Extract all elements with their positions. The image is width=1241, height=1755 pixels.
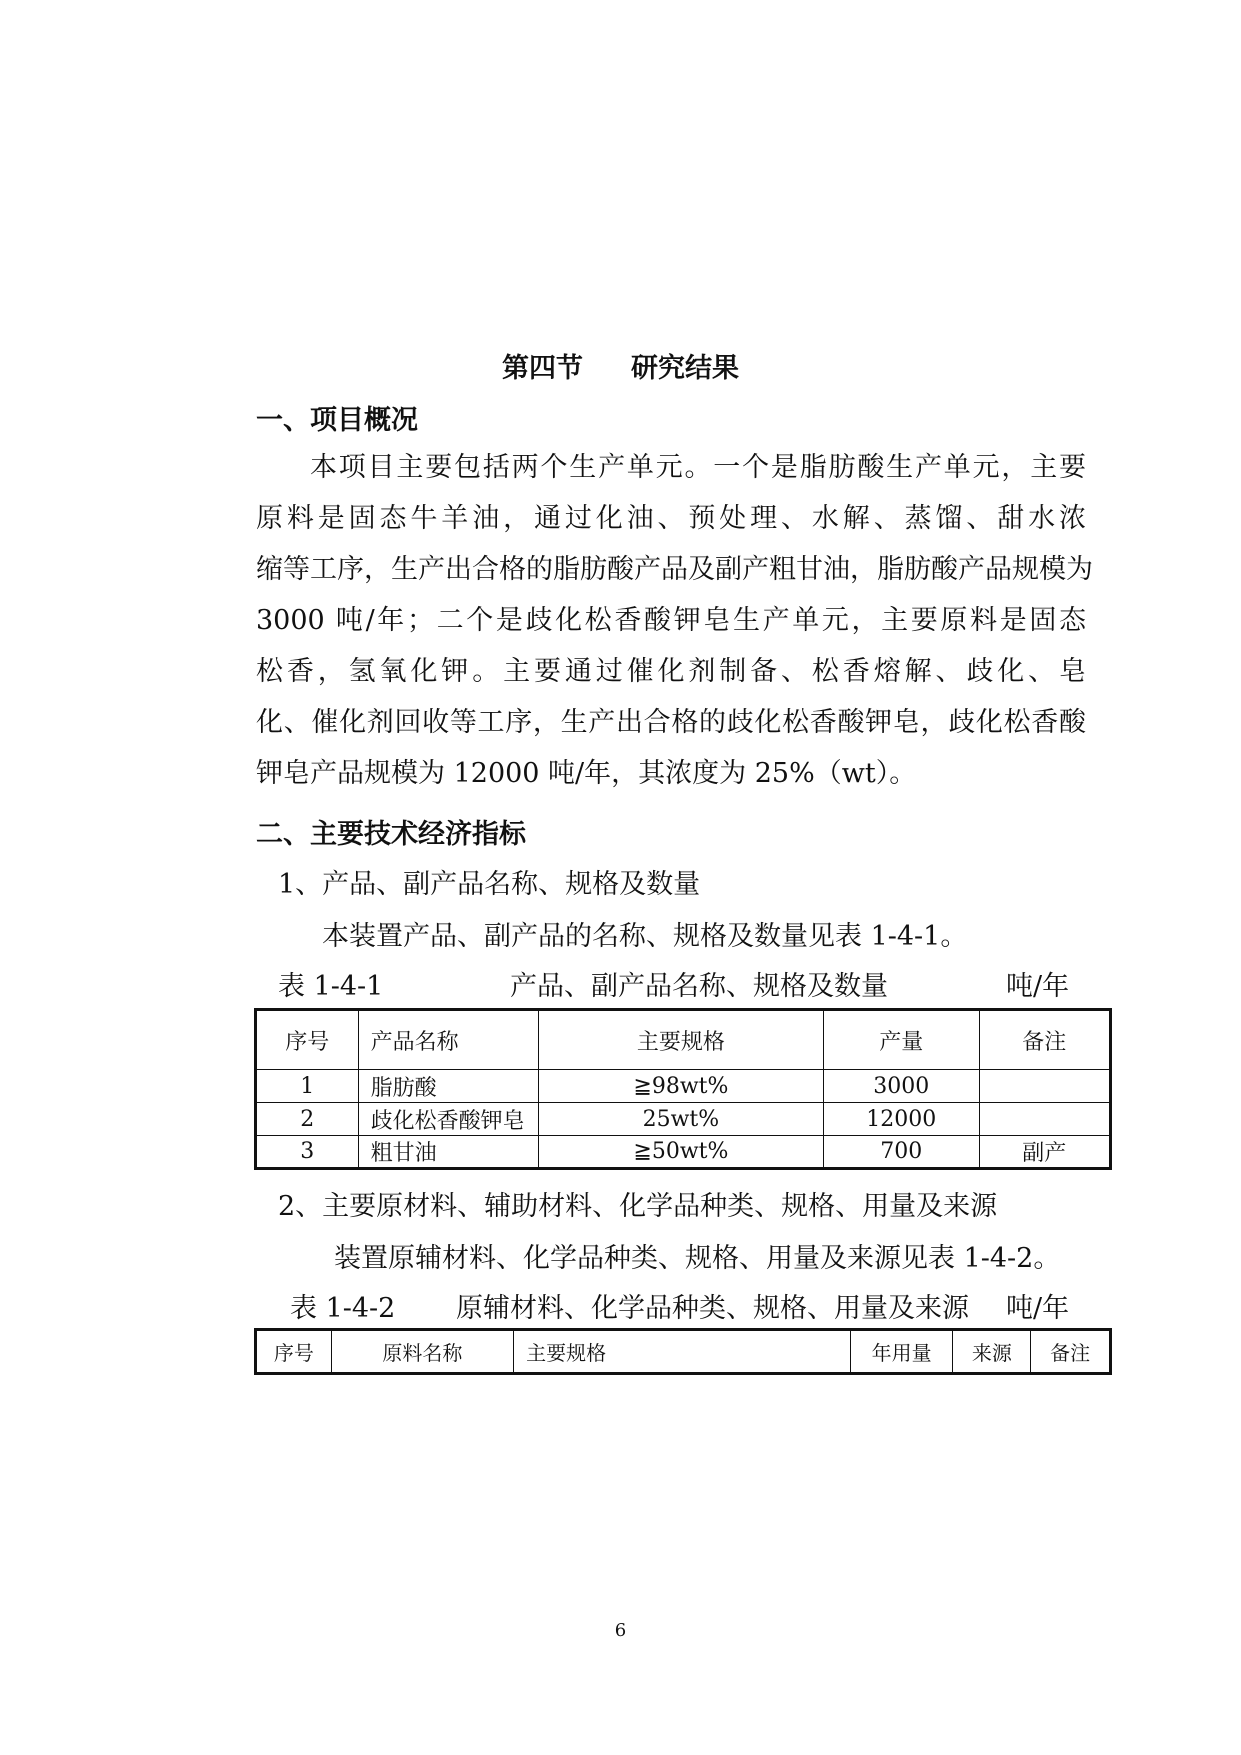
table-header-cell: 序号	[256, 1010, 359, 1070]
table-header-cell: 序号	[256, 1330, 332, 1374]
table-header-cell: 主要规格	[514, 1330, 851, 1374]
table-cell	[979, 1070, 1111, 1103]
section-title-number: 第四节	[502, 353, 583, 384]
table-header-row	[256, 1330, 1111, 1374]
table-row	[256, 1070, 1111, 1103]
products-table	[254, 1008, 1112, 1170]
intro-line: 钾皂产品规模为 12000 吨/年，其浓度为 25%（wt）。	[256, 758, 917, 789]
table1-caption-title: 产品、副产品名称、规格及数量	[510, 971, 888, 1002]
table-cell: 粗甘油	[358, 1136, 538, 1169]
table-cell	[979, 1103, 1111, 1136]
intro-line: 原料是固态牛羊油，通过化油、预处理、水解、蒸馏、甜水浓	[256, 503, 1086, 534]
subsection-2-note: 装置原辅材料、化学品种类、规格、用量及来源见表 1-4-2。	[334, 1243, 1061, 1274]
table-header-cell: 备注	[1031, 1330, 1111, 1374]
materials-table	[254, 1328, 1112, 1375]
table1-caption-unit: 吨/年	[1006, 971, 1070, 1002]
table-row	[256, 1103, 1111, 1136]
table-cell: 歧化松香酸钾皂	[358, 1103, 538, 1136]
table-header-cell: 产量	[823, 1010, 979, 1070]
table-cell: 700	[823, 1136, 979, 1169]
table-header-cell: 年用量	[850, 1330, 953, 1374]
intro-line: 3000 吨/年；二个是歧化松香酸钾皂生产单元，主要原料是固态	[256, 605, 1086, 636]
table-cell: 25wt%	[538, 1103, 823, 1136]
table-cell: ≧98wt%	[538, 1070, 823, 1103]
subsection-2-title: 2、主要原材料、辅助材料、化学品种类、规格、用量及来源	[278, 1191, 998, 1222]
table-header-cell: 备注	[979, 1010, 1111, 1070]
intro-line: 缩等工序，生产出合格的脂肪酸产品及副产粗甘油，脂肪酸产品规模为	[256, 554, 1093, 585]
table-header-cell: 原料名称	[331, 1330, 513, 1374]
subsection-1-title: 1、产品、副产品名称、规格及数量	[278, 869, 701, 900]
subsection-1-note: 本装置产品、副产品的名称、规格及数量见表 1-4-1。	[322, 921, 968, 952]
section-title	[0, 346, 1241, 385]
table-cell: 1	[256, 1070, 359, 1103]
table-header-cell: 主要规格	[538, 1010, 823, 1070]
table-cell: ≧50wt%	[538, 1136, 823, 1169]
table-row	[256, 1136, 1111, 1169]
table2-caption-unit: 吨/年	[1006, 1293, 1070, 1324]
intro-line: 本项目主要包括两个生产单元。一个是脂肪酸生产单元，主要	[310, 452, 1086, 483]
table2-caption-id: 表 1-4-2	[290, 1293, 396, 1324]
table-header-row	[256, 1010, 1111, 1070]
table-header-cell: 来源	[953, 1330, 1031, 1374]
intro-paragraph	[256, 442, 1093, 799]
page-number: 6	[614, 1620, 627, 1641]
table-cell: 副产	[979, 1136, 1111, 1169]
table-cell: 12000	[823, 1103, 979, 1136]
table-cell: 脂肪酸	[358, 1070, 538, 1103]
intro-line: 化、催化剂回收等工序，生产出合格的歧化松香酸钾皂，歧化松香酸	[256, 707, 1086, 738]
table-cell: 3000	[823, 1070, 979, 1103]
table2-caption-title: 原辅材料、化学品种类、规格、用量及来源	[456, 1293, 969, 1324]
heading-project-overview: 一、项目概况	[256, 405, 418, 436]
table-header-cell: 产品名称	[358, 1010, 538, 1070]
heading-technical-indicators: 二、主要技术经济指标	[256, 819, 526, 850]
table1-caption-id: 表 1-4-1	[278, 971, 384, 1002]
section-title-text: 研究结果	[631, 353, 739, 384]
intro-line: 松香，氢氧化钾。主要通过催化剂制备、松香熔解、歧化、皂	[256, 656, 1086, 687]
table-cell: 2	[256, 1103, 359, 1136]
table-cell: 3	[256, 1136, 359, 1169]
